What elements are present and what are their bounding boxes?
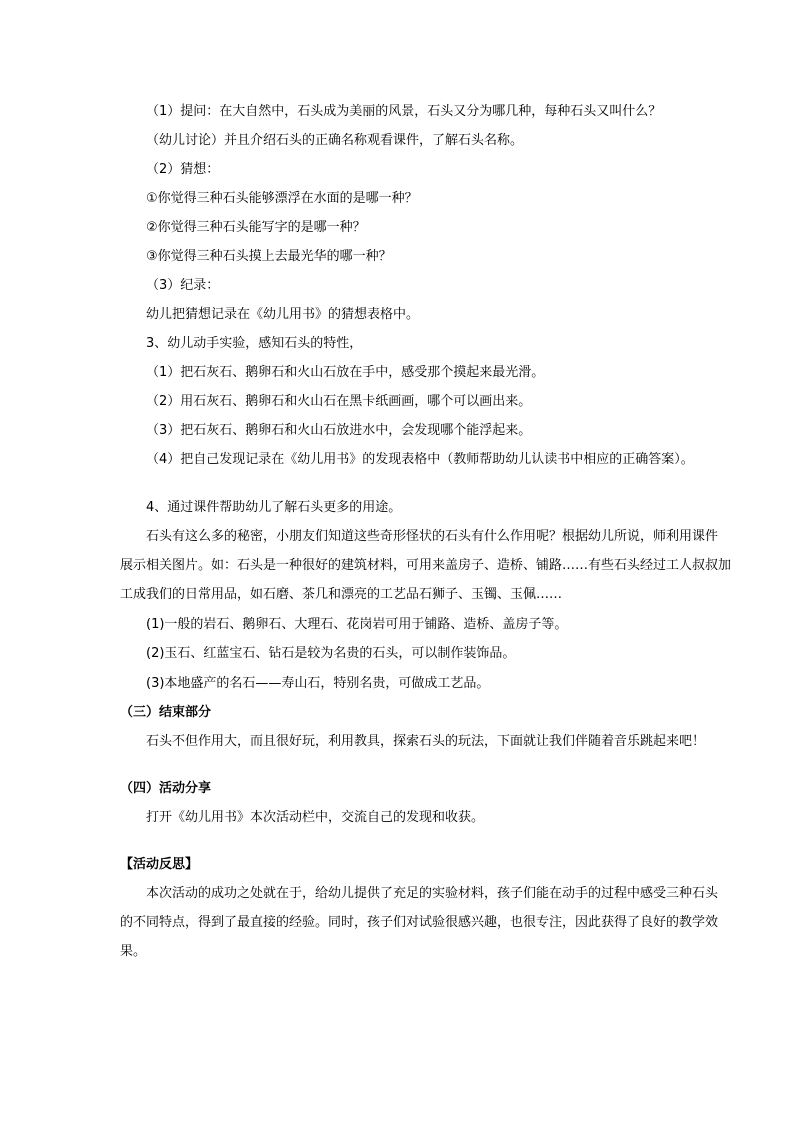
section-heading: （三）结束部分	[120, 705, 212, 720]
text-line: ①你觉得三种石头能够漂浮在水面的是哪一种？	[146, 191, 418, 206]
section-heading: （四）活动分享	[120, 781, 212, 796]
text-line: 石头不但作用大，而且很好玩，利用教具，探索石头的玩法，下面就让我们伴随着音乐跳起来吧！	[146, 734, 706, 749]
text-line: （4）把自己发现记录在《幼儿用书》的发现表格中（教师帮助幼儿认读书中相应的正确答案）。	[146, 452, 694, 467]
text-line: 石头有这么多的秘密，小朋友们知道这些奇形怪状的石头有什么作用呢？根据幼儿所说，师利用课件	[146, 529, 719, 544]
section-heading: 【活动反思】	[120, 857, 199, 872]
text-line: 打开《幼儿用书》本次活动栏中，交流自己的发现和收获。	[146, 810, 485, 825]
text-line: （1）提问：在大自然中，石头成为美丽的风景，石头又分为哪几种，每种石头又叫什么？	[146, 104, 662, 119]
text-line: 4、通过课件帮助幼儿了解石头更多的用途。	[146, 500, 402, 515]
text-line: （1）把石灰石、鹅卵石和火山石放在手中，感受那个摸起来最光滑。	[146, 365, 545, 380]
text-line: （2）猜想：	[146, 162, 220, 177]
text-line: （3）纪录：	[146, 278, 220, 293]
text-line: 展示相关图片。如：石头是一种很好的建筑材料，可用来盖房子、造桥、铺路……有些石头经过工人叔叔加	[120, 558, 732, 573]
text-line: ②你觉得三种石头能写字的是哪一种？	[146, 220, 366, 235]
text-line: （2）用石灰石、鹅卵石和火山石在黑卡纸画画，哪个可以画出来。	[146, 394, 532, 409]
text-line: 本次活动的成功之处就在于，给幼儿提供了充足的实验材料，孩子们能在动手的过程中感受三种石头	[146, 886, 719, 901]
text-line: （3）把石灰石、鹅卵石和火山石放进水中，会发现哪个能浮起来。	[146, 423, 532, 438]
text-line: 的不同特点，得到了最直接的经验。同时，孩子们对试验很感兴趣，也很专注，因此获得了良好的教学效	[120, 915, 719, 930]
text-line: 3、幼儿动手实验，感知石头的特性，	[146, 336, 363, 351]
text-line: 工成我们的日常用品，如石磨、茶几和漂亮的工艺品石狮子、玉镯、玉佩……	[120, 587, 563, 602]
text-line: (2)玉石、红蓝宝石、钻石是较为名贵的石头，可以制作装饰品。	[146, 646, 516, 661]
text-line: （幼儿讨论）并且介绍石头的正确名称观看课件，了解石头名称。	[146, 133, 524, 148]
text-line: 果。	[120, 944, 147, 959]
text-line: 幼儿把猜想记录在《幼儿用书》的猜想表格中。	[146, 307, 420, 322]
text-line: ③你觉得三种石头摸上去最光华的哪一种？	[146, 249, 392, 264]
text-line: (3)本地盛产的名石——寿山石，特别名贵，可做成工艺品。	[146, 676, 490, 691]
text-line: (1)一般的岩石、鹅卵石、大理石、花岗岩可用于铺路、造桥、盖房子等。	[146, 617, 568, 632]
